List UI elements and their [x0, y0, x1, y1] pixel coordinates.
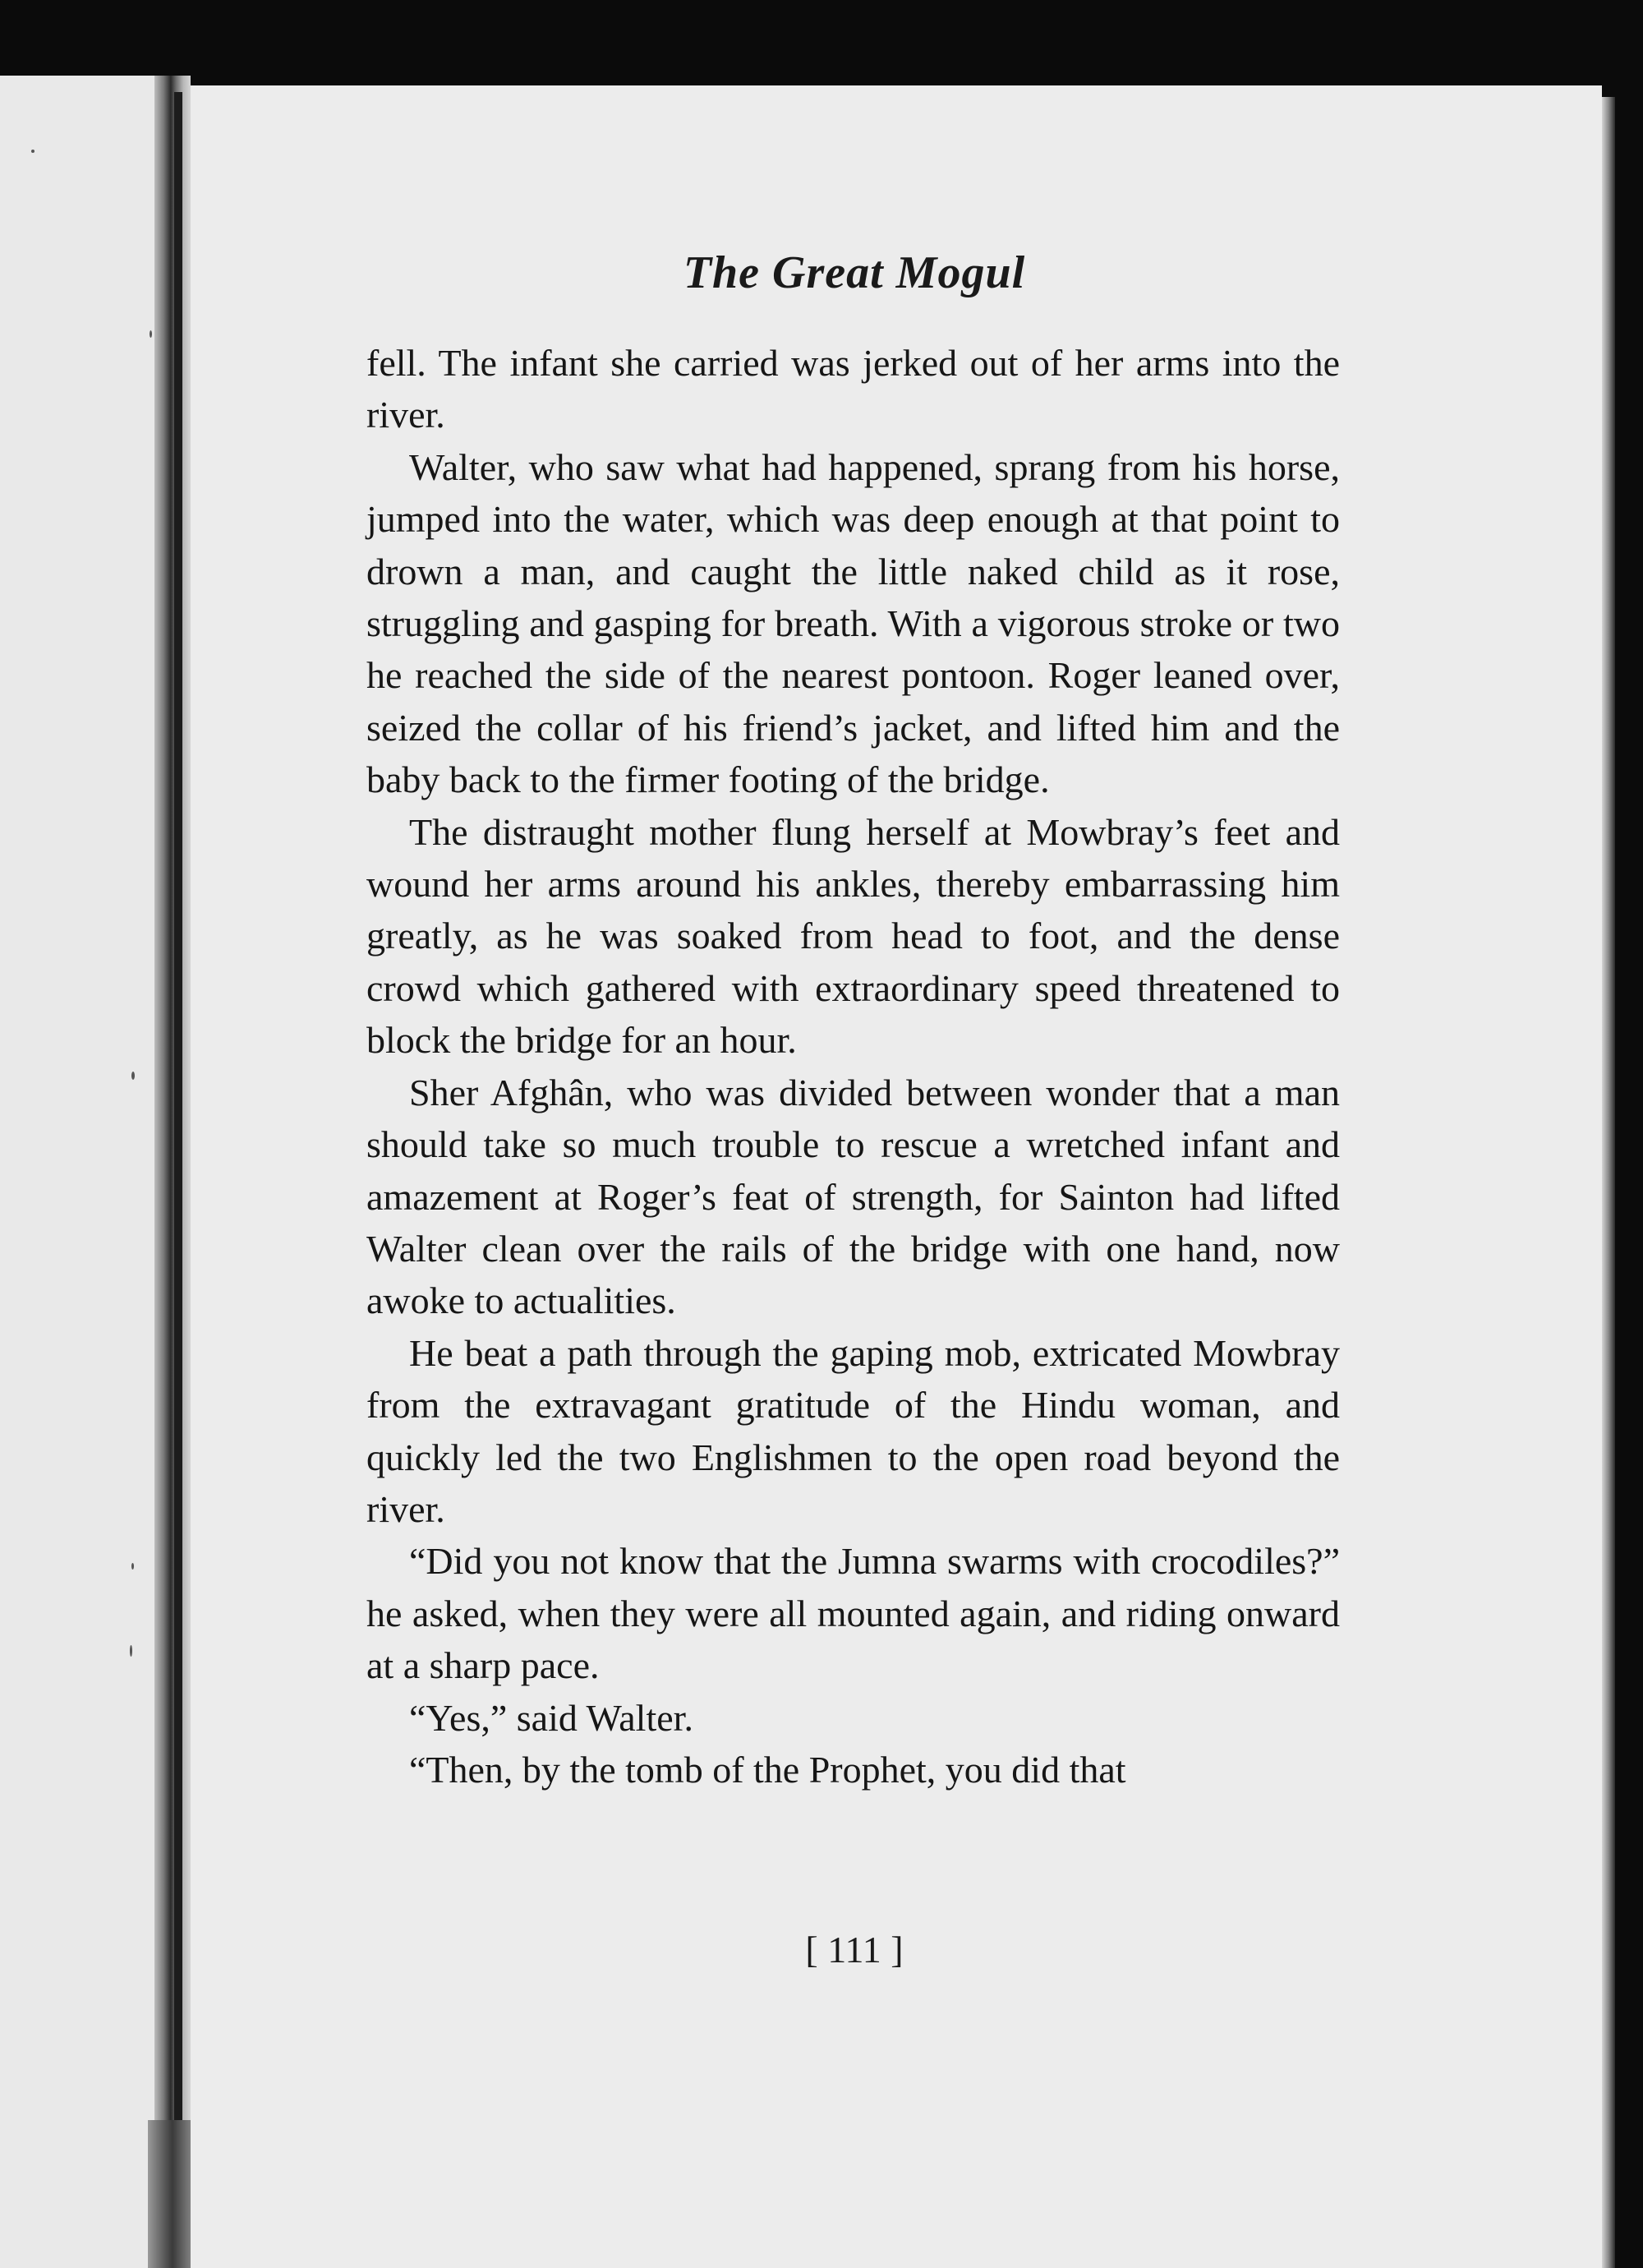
page-number: [ 111 ]: [805, 1929, 904, 1971]
paragraph: Sher Afghân, who was divided between wonder that a man should take so much trouble to rescue a wretched infant and amazement at Roger’s feat of strength, for Sainton had lifted Walter clean over the rails of the bridge with one hand, now awoke to actualities.: [366, 1071, 1340, 1322]
page-right-edge: [1602, 97, 1615, 2268]
previous-page-edge: [0, 76, 179, 2268]
paragraph: “Then, by the tomb of the Prophet, you did that: [409, 1748, 1126, 1791]
paper-speck: [131, 1563, 134, 1570]
paragraph: “Yes,” said Walter.: [409, 1696, 693, 1739]
paragraph: fell. The infant she carried was jerked out of her arms into the river.: [366, 342, 1340, 436]
paper-speck: [150, 330, 152, 338]
paragraph: “Did you not know that the Jumna swarms with crocodiles?” he asked, when they were all mounted again, and riding onward at a sharp pace.: [366, 1540, 1340, 1687]
paragraph: The distraught mother flung herself at Mowbray’s feet and wound her arms around his ankles, thereby embarrassing him greatly, as he was soaked from head to foot, and the dense crowd which gathered with extraordinary speed threatened to block the bridge for an hour.: [366, 810, 1340, 1062]
body-text: [366, 337, 1340, 1796]
binding-shadow-bottom: [148, 2120, 197, 2268]
paper-speck: [130, 1645, 132, 1657]
binding-shadow: [174, 92, 182, 2229]
paragraph: He beat a path through the gaping mob, extricated Mowbray from the extravagant gratitude of the Hindu woman, and quickly led the two Englishmen to the open road beyond the river.: [366, 1331, 1340, 1530]
book-gutter: [154, 76, 191, 2268]
paragraph: Walter, who saw what had happened, sprang from his horse, jumped into the water, which was deep enough at that point to drown a man, and caught the little naked child as it rose, struggling and gasping for breath. With a vigorous stroke or two he reached the side of the nearest pontoon. Roger leaned over, seized the collar of his friend’s jacket, and lifted him and the baby back to the firmer footing of the bridge.: [366, 445, 1340, 801]
paper-speck: [31, 150, 35, 153]
paper-speck: [131, 1072, 135, 1080]
running-head: The Great Mogul: [683, 247, 1026, 298]
